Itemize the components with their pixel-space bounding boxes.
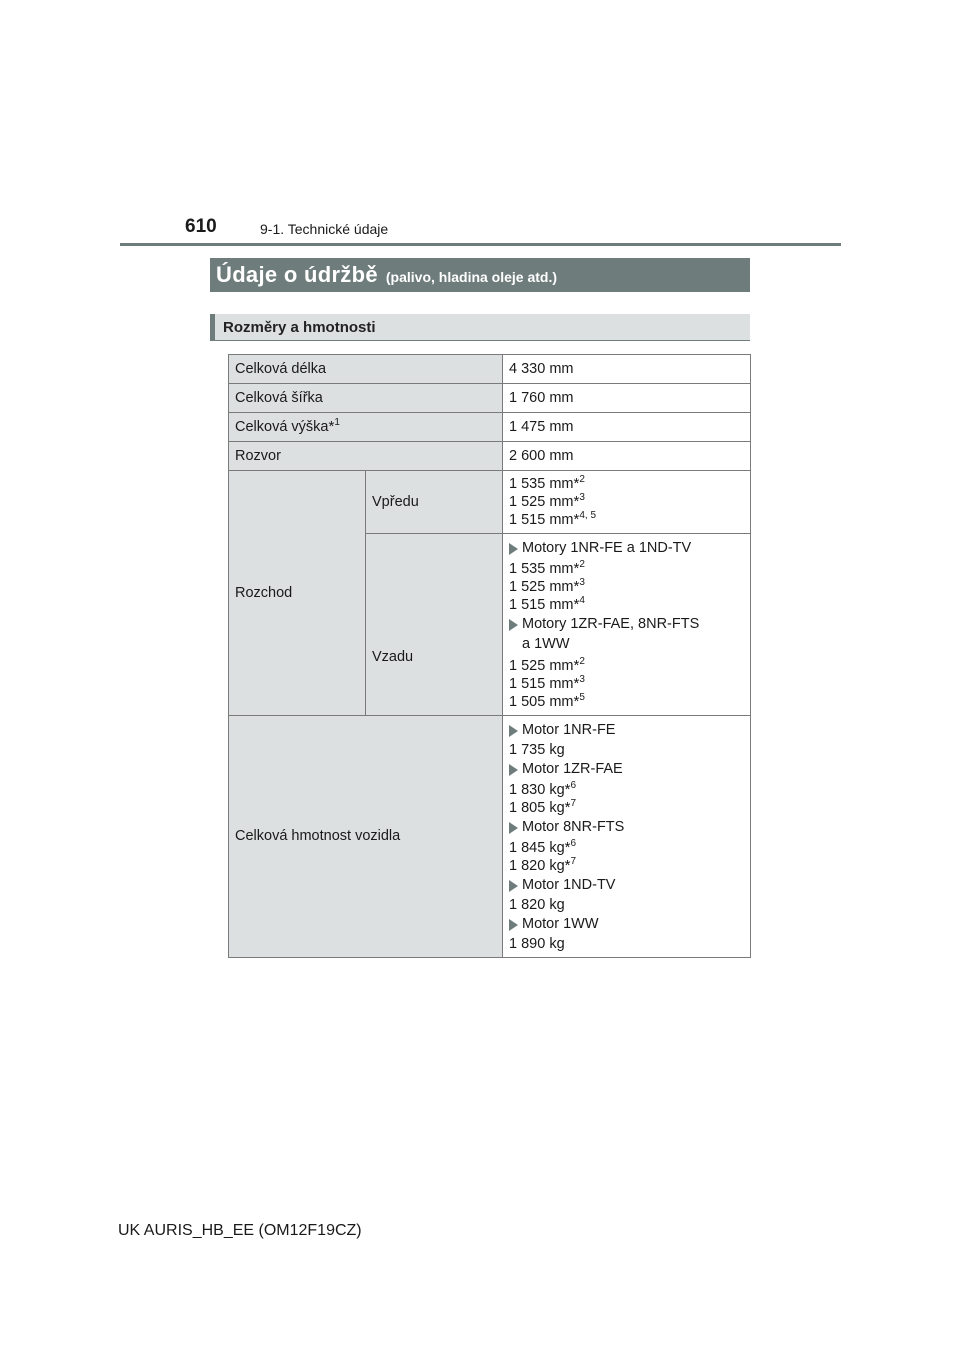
main-heading-subtitle: (palivo, hladina oleje atd.) — [385, 269, 558, 285]
list-item: 1 820 kg — [509, 897, 565, 913]
list-item: 1 525 mm*$^3$ — [509, 577, 585, 595]
overall-width-label: Celková šířka — [229, 384, 503, 413]
list-item: 1 890 kg — [509, 936, 565, 952]
footnote-ref: 1 — [334, 417, 340, 429]
list-item: 1 535 mm*$^2$ — [509, 474, 585, 492]
bullet-triangle-icon — [509, 822, 518, 834]
wheelbase-label: Rozvor — [229, 442, 503, 471]
main-heading — [210, 258, 750, 292]
page-number: 610 — [185, 216, 217, 237]
rear-track-label: Vzadu — [366, 534, 503, 716]
list-item: 1 845 kg*$^6$ — [509, 838, 577, 856]
list-item: Motor 8NR-FTS — [509, 819, 744, 836]
overall-height-label: Celková výška — [235, 419, 329, 435]
gross-weight-label: Celková hmotnost vozidla — [229, 716, 503, 958]
sub-heading-text: Rozměry a hmotnosti — [223, 319, 376, 336]
overall-width-value: 1 760 mm — [503, 384, 751, 413]
main-heading-title: Údaje o údržbě — [216, 262, 378, 287]
list-item-continuation: a 1WW — [522, 636, 570, 652]
table-row — [229, 413, 751, 442]
overall-length-label: Celková délka — [229, 355, 503, 384]
header-rule — [120, 243, 841, 246]
table-row — [229, 471, 751, 534]
list-item: 1 805 kg*$^7$ — [509, 798, 577, 816]
list-item: 1 505 mm*$^5$ — [509, 692, 585, 710]
document-footer: UK AURIS_HB_EE (OM12F19CZ) — [118, 1222, 362, 1239]
table-row — [229, 442, 751, 471]
list-item: 1 515 mm*$^3$ — [509, 674, 585, 692]
rear-track-values — [503, 534, 751, 716]
wheelbase-value: 2 600 mm — [503, 442, 751, 471]
list-item: 1 525 mm*$^3$ — [509, 492, 585, 510]
table-row — [229, 355, 751, 384]
overall-height-value: 1 475 mm — [503, 413, 751, 442]
bullet-triangle-icon — [509, 725, 518, 737]
bullet-triangle-icon — [509, 543, 518, 555]
list-item: Motor 1ZR-FAE — [509, 761, 744, 778]
list-item: Motory 1NR-FE a 1ND-TV — [509, 540, 744, 557]
list-item: 1 830 kg*$^6$ — [509, 780, 577, 798]
sub-heading — [210, 314, 750, 341]
list-item: Motory 1ZR-FAE, 8NR-FTS — [509, 616, 744, 633]
bullet-triangle-icon — [509, 619, 518, 631]
table-row — [229, 384, 751, 413]
list-item: 1 535 mm*$^2$ — [509, 559, 585, 577]
dimensions-table — [228, 354, 751, 958]
front-track-values — [503, 471, 751, 534]
sub-heading-accent-bar — [210, 314, 215, 340]
front-track-label: Vpředu — [366, 471, 503, 534]
overall-height-label-cell — [229, 413, 503, 442]
list-item: 1 820 kg*$^7$ — [509, 856, 577, 874]
list-item: Motor 1WW — [509, 916, 744, 933]
list-item: Motor 1NR-FE — [509, 722, 744, 739]
table-row — [229, 716, 751, 958]
bullet-triangle-icon — [509, 880, 518, 892]
list-item: Motor 1ND-TV — [509, 877, 744, 894]
list-item: 1 515 mm*$^{4, 5}$ — [509, 510, 597, 528]
gross-weight-values — [503, 716, 751, 958]
list-item: 1 735 kg — [509, 742, 565, 758]
list-item: 1 515 mm*$^4$ — [509, 595, 585, 613]
track-label: Rozchod — [229, 471, 366, 716]
bullet-triangle-icon — [509, 764, 518, 776]
overall-length-value: 4 330 mm — [503, 355, 751, 384]
list-item: 1 525 mm*$^2$ — [509, 656, 585, 674]
footnote-star: * — [328, 418, 335, 435]
section-title: 9-1. Technické údaje — [260, 221, 389, 237]
bullet-triangle-icon — [509, 919, 518, 931]
